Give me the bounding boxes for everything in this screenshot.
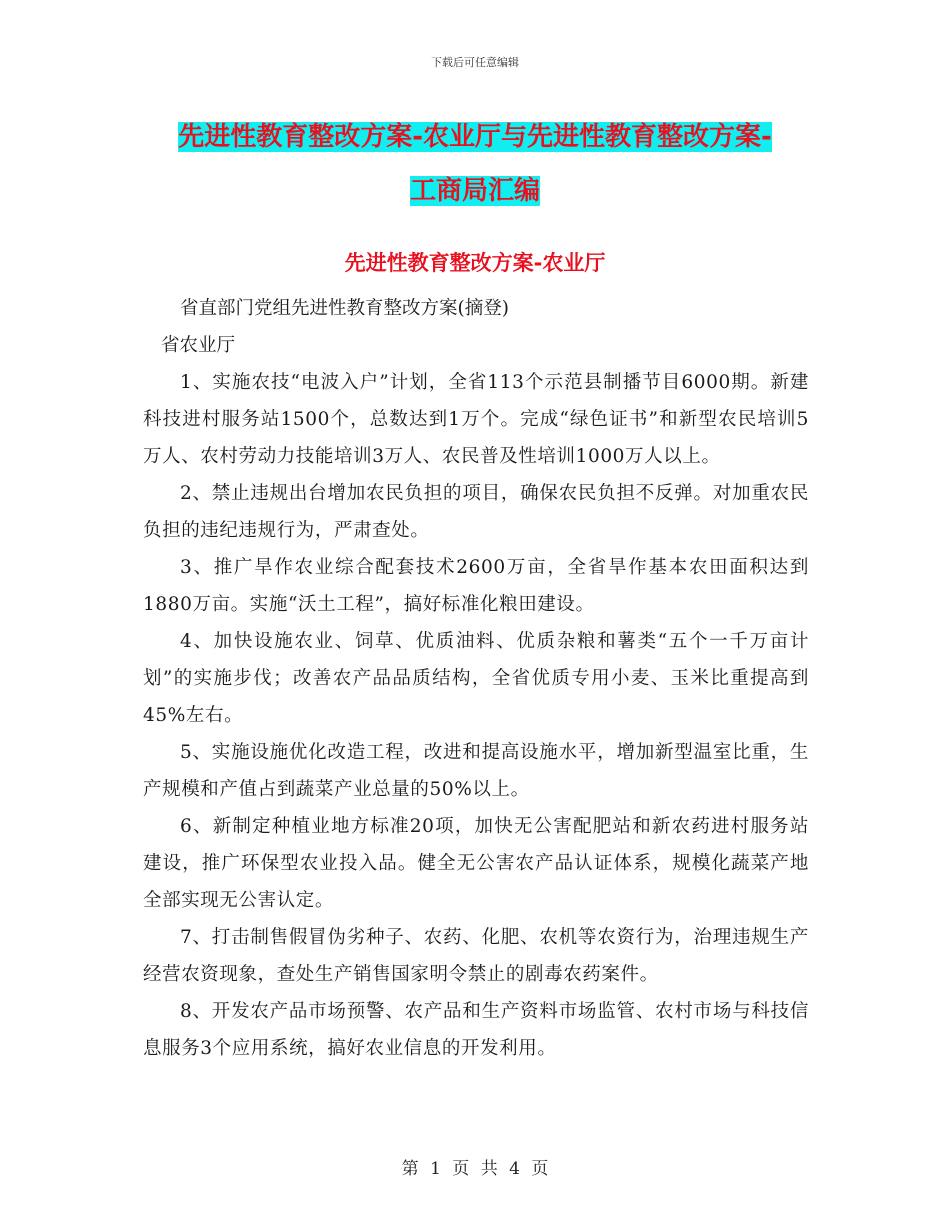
paragraph-1: 1、实施农技“电波入户”计划，全省113个示范县制播节目6000期。新建科技进村服务站1500个，总数达到1万个。完成“绿色证书”和新型农民培训5万人、农村劳动力技能培训3万人、农民普及性培训1000万人以上。	[143, 372, 809, 467]
paragraph-2: 2、禁止违规出台增加农民负担的项目，确保农民负担不反弹。对加重农民负担的违纪违规行为，严肃查处。	[143, 483, 809, 541]
paragraph-5: 5、实施设施优化改造工程，改进和提高设施水平，增加新型温室比重，生产规模和产值占到蔬菜产业总量的50%以上。	[143, 742, 809, 800]
paragraph-7: 7、打击制售假冒伪劣种子、农药、化肥、农机等农资行为，治理违规生产经营农资现象，查处生产销售国家明令禁止的剧毒农药案件。	[143, 927, 809, 985]
document-title	[143, 110, 807, 218]
header-note: 下载后可任意编辑	[431, 56, 519, 69]
document-title-line1: 先进性教育整改方案-农业厅与先进性教育整改方案-	[178, 122, 772, 152]
page-number: 第 1 页 共 4 页	[401, 1159, 549, 1179]
document-title-line2: 工商局汇编	[409, 176, 540, 206]
paragraph-6: 6、新制定种植业地方标准20项，加快无公害配肥站和新农药进村服务站建设，推广环保型农业投入品。健全无公害农产品认证体系，规模化蔬菜产地全部实现无公害认定。	[143, 816, 809, 911]
paragraph-4: 4、加快设施农业、饲草、优质油料、优质杂粮和薯类“五个一千万亩计划”的实施步伐；改善农产品品质结构，全省优质专用小麦、玉米比重提高到45%左右。	[143, 631, 809, 726]
paragraph-8: 8、开发农产品市场预警、农产品和生产资料市场监管、农村市场与科技信息服务3个应用系统，搞好农业信息的开发利用。	[143, 1001, 809, 1059]
document-subtitle: 省直部门党组先进性教育整改方案(摘登)	[180, 298, 509, 319]
document-body	[143, 290, 809, 1067]
section-title: 先进性教育整改方案-农业厅	[344, 251, 606, 275]
paragraph-3: 3、推广旱作农业综合配套技术2600万亩，全省旱作基本农田面积达到1880万亩。实施“沃土工程”，搞好标准化粮田建设。	[143, 557, 809, 615]
organization-name: 省农业厅	[161, 335, 236, 356]
